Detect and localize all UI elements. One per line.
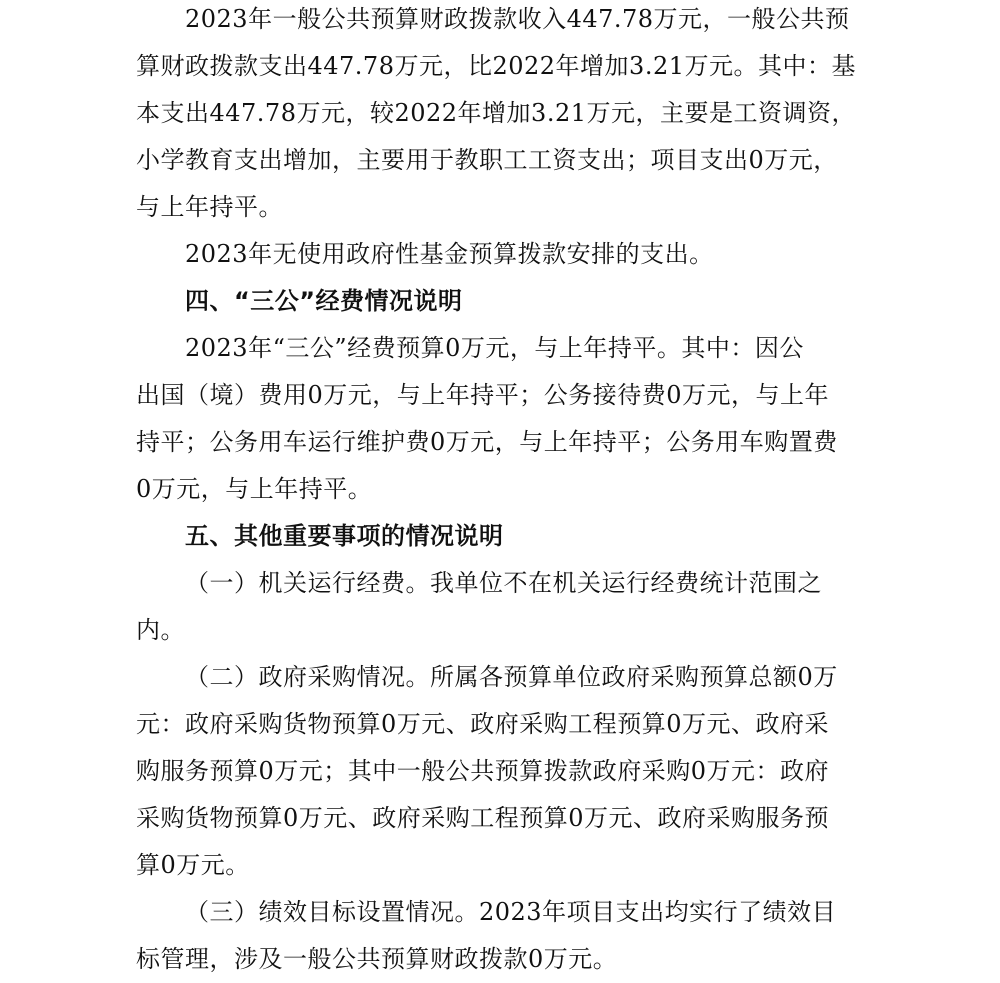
paragraph-line: （二）政府采购情况。所属各预算单位政府采购预算总额0万 [185, 663, 838, 691]
paragraph-line: 持平；公务用车运行维护费0万元，与上年持平；公务用车购置费 [136, 428, 838, 456]
paragraph-line: 算0万元。 [136, 851, 250, 879]
paragraph-line: 2023年无使用政府性基金预算拨款安排的支出。 [185, 240, 714, 268]
paragraph-line: 0万元，与上年持平。 [136, 475, 373, 503]
paragraph-line: 2023年“三公”经费预算0万元，与上年持平。其中：因公 [185, 334, 804, 362]
paragraph-line: 标管理，涉及一般公共预算财政拨款0万元。 [136, 945, 618, 973]
paragraph-line: 2023年一般公共预算财政拨款收入447.78万元，一般公共预 [185, 5, 850, 33]
paragraph-line: 算财政拨款支出447.78万元，比2022年增加3.21万元。其中：基 [136, 52, 856, 80]
paragraph-line: 出国（境）费用0万元，与上年持平；公务接待费0万元，与上年 [136, 381, 830, 409]
section-heading: 四、“三公”经费情况说明 [185, 287, 463, 315]
paragraph-line: （一）机关运行经费。我单位不在机关运行经费统计范围之 [185, 569, 822, 597]
paragraph-line: 采购货物预算0万元、政府采购工程预算0万元、政府采购服务预 [136, 804, 830, 832]
paragraph-line: （三）绩效目标设置情况。2023年项目支出均实行了绩效目 [185, 898, 837, 926]
paragraph-line: 元：政府采购货物预算0万元、政府采购工程预算0万元、政府采 [136, 710, 830, 738]
paragraph-line: 小学教育支出增加，主要用于教职工工资支出；项目支出0万元， [136, 146, 838, 174]
paragraph-line: 与上年持平。 [136, 193, 283, 221]
paragraph-line: 内。 [136, 616, 185, 644]
paragraph-line: 本支出447.78万元，较2022年增加3.21万元，主要是工资调资， [136, 99, 856, 127]
section-heading: 五、其他重要事项的情况说明 [185, 522, 504, 550]
paragraph-line: 购服务预算0万元；其中一般公共预算拨款政府采购0万元：政府 [136, 757, 830, 785]
